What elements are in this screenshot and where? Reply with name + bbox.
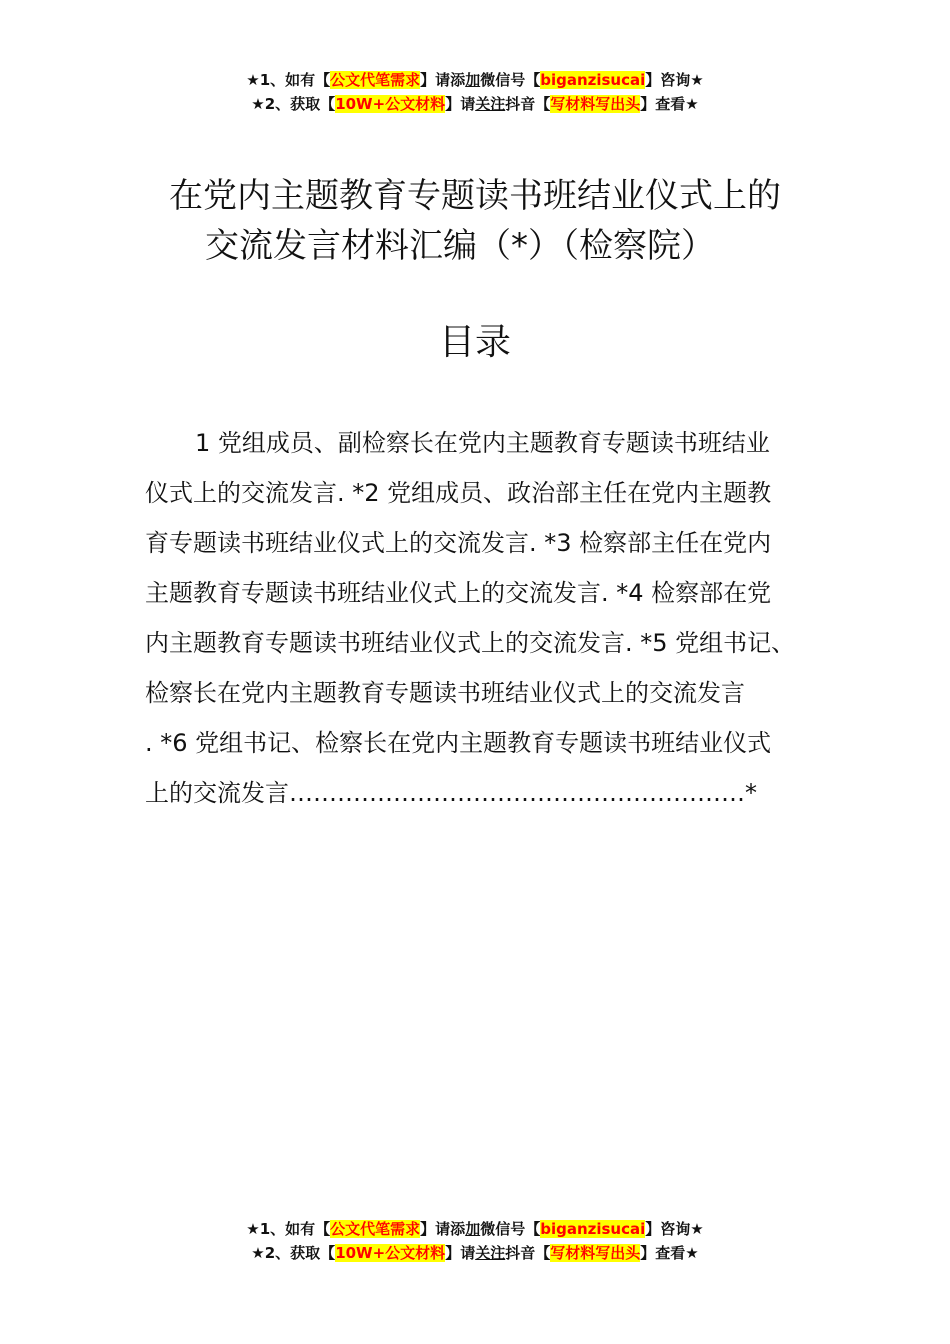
promo-highlight: 10W+公文材料 — [335, 95, 446, 113]
promo-highlight: 公文代笔需求 — [330, 1220, 421, 1238]
promo-footer — [0, 1217, 950, 1265]
promo-line-1 — [0, 68, 950, 92]
toc-line: 上的交流发言…………………………………………………* — [145, 779, 757, 807]
promo-text: 】咨询★ — [645, 1220, 704, 1238]
promo-line-2 — [0, 1241, 950, 1265]
promo-text: ★1、如有【 — [246, 71, 331, 89]
promo-text: 】查看★ — [640, 1244, 699, 1262]
document-title-line-1: 在党内主题教育专题读书班结业仪式上的 — [169, 176, 781, 216]
toc-heading: 目录 — [438, 322, 511, 363]
toc-body — [145, 418, 810, 818]
promo-line-2 — [0, 92, 950, 116]
toc-line: 1 党组成员、副检察长在党内主题教育专题读书班结业 — [195, 429, 770, 457]
promo-text: 】请 — [445, 1244, 476, 1262]
promo-text: 】请添 — [420, 1220, 466, 1238]
promo-underlined: 加 — [465, 71, 481, 89]
promo-text: ★2、获取【 — [251, 95, 336, 113]
promo-highlight: 公文代笔需求 — [330, 71, 421, 89]
promo-line-1 — [0, 1217, 950, 1241]
promo-highlight: 写材料写出头 — [550, 1244, 641, 1262]
toc-line: 仪式上的交流发言. *2 党组成员、政治部主任在党内主题教 — [145, 479, 772, 507]
document-title-line-2: 交流发言材料汇编（*）（检察院） — [205, 226, 715, 266]
promo-text: ★1、如有【 — [246, 1220, 331, 1238]
toc-line: 内主题教育专题读书班结业仪式上的交流发言. *5 党组书记、 — [145, 629, 796, 657]
promo-header — [0, 68, 950, 116]
toc-line: 主题教育专题读书班结业仪式上的交流发言. *4 检察部在党 — [145, 579, 772, 607]
promo-text: 】咨询★ — [645, 71, 704, 89]
document-title — [0, 171, 950, 271]
promo-underlined: 关注 — [475, 1244, 506, 1262]
promo-highlight: biganzisucai — [540, 71, 646, 89]
promo-text: 微信号【 — [480, 71, 541, 89]
promo-text: ★2、获取【 — [251, 1244, 336, 1262]
promo-underlined: 加 — [465, 1220, 481, 1238]
promo-underlined: 关注 — [475, 95, 506, 113]
promo-text: 微信号【 — [480, 1220, 541, 1238]
promo-text: 】查看★ — [640, 95, 699, 113]
promo-text: 抖音【 — [505, 1244, 551, 1262]
toc-line: . *6 党组书记、检察长在党内主题教育专题读书班结业仪式 — [145, 729, 772, 757]
promo-highlight: 写材料写出头 — [550, 95, 641, 113]
promo-text: 抖音【 — [505, 95, 551, 113]
toc-line: 育专题读书班结业仪式上的交流发言. *3 检察部主任在党内 — [145, 529, 772, 557]
promo-highlight: 10W+公文材料 — [335, 1244, 446, 1262]
promo-text: 】请添 — [420, 71, 466, 89]
promo-text: 】请 — [445, 95, 476, 113]
toc-line: 检察长在党内主题教育专题读书班结业仪式上的交流发言 — [145, 679, 745, 707]
promo-highlight: biganzisucai — [540, 1220, 646, 1238]
